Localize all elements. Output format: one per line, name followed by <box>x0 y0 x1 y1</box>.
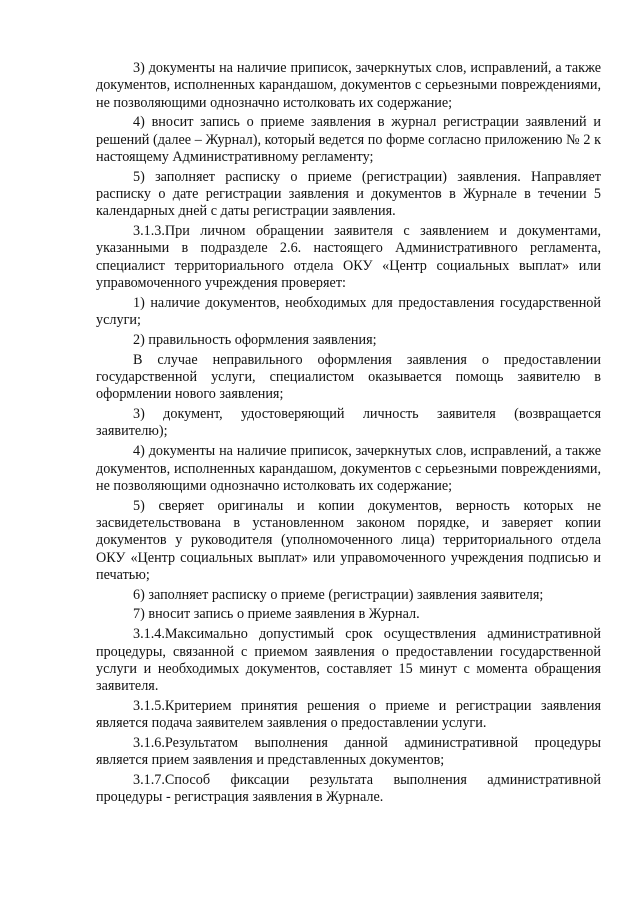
paragraph-check-4-documents: 4) документы на наличие приписок, зачеркнутых слов, исправлений, а также документов, исполненных карандашом, документов с серьезными повреждениями, не позволяющими однозначно истолковать их содержание; <box>96 443 601 494</box>
paragraph-check-1-documents: 1) наличие документов, необходимых для предоставления государственной услуги; <box>96 294 601 329</box>
paragraph-item-3-documents-check: 3) документы на наличие приписок, зачеркнутых слов, исправлений, а также документов, исполненных карандашом, документов с серьезными повреждениями, не позволяющими однозначно истолковать их содержание; <box>96 60 601 111</box>
paragraph-incorrect-form: В случае неправильного оформления заявления о предоставлении государственной услуги, специалистом оказывается помощь заявителю в оформлении нового заявления; <box>96 351 601 403</box>
paragraph-item-4-journal-entry: 4) вносит запись о приеме заявления в журнал регистрации заявлений и решений (далее – Журнал), который ведется по форме согласно приложению № 2 к настоящему Административному регламенту; <box>96 114 601 165</box>
paragraph-check-2-form: 2) правильность оформления заявления; <box>133 331 377 348</box>
paragraph-check-3-identity: 3) документ, удостоверяющий личность заявителя (возвращается заявителю); <box>96 406 601 440</box>
paragraph-item-5-receipt: 5) заполняет расписку о приеме (регистрации) заявления. Направляет расписку о дате регистрации заявления и документов в Журнале в течении 5 календарных дней с даты регистрации заявления. <box>96 168 601 220</box>
paragraph-3-1-5: 3.1.5.Критерием принятия решения о приеме и регистрации заявления является подача заявителем заявления о предоставлении услуги. <box>96 697 601 732</box>
paragraph-check-7-journal: 7) вносит запись о приеме заявления в Журнал. <box>133 606 420 623</box>
paragraph-check-5-copies: 5) сверяет оригиналы и копии документов, верность которых не засвидетельствована в установленном законом порядке, и заверяет копии документов у руководителя (уполномоченного лица) территориального отдела ОКУ «Центр социальных выплат» или управомоченного учреждения подписью и печатью; <box>96 497 601 583</box>
paragraph-check-6-receipt: 6) заполняет расписку о приеме (регистрации) заявления заявителя; <box>133 586 544 603</box>
paragraph-3-1-7: 3.1.7.Способ фиксации результата выполнения административной процедуры - регистрация заявления в Журнале. <box>96 772 601 806</box>
paragraph-3-1-3: 3.1.3.При личном обращении заявителя с заявлением и документами, указанными в подразделе 2.6. настоящего Административного регламента, специалист территориального отдела ОКУ «Центр социальных выплат» или управомоченного учреждения проверяет: <box>96 223 601 292</box>
document-page <box>96 60 601 809</box>
paragraph-3-1-6: 3.1.6.Результатом выполнения данной административной процедуры является прием заявления и представленных документов; <box>96 734 601 769</box>
paragraph-3-1-4: 3.1.4.Максимально допустимый срок осуществления административной процедуры, связанной с приемом заявления о предоставлении государственной услуги и необходимых документов, составляет 15 минут с момента обращения заявителя. <box>96 626 601 695</box>
